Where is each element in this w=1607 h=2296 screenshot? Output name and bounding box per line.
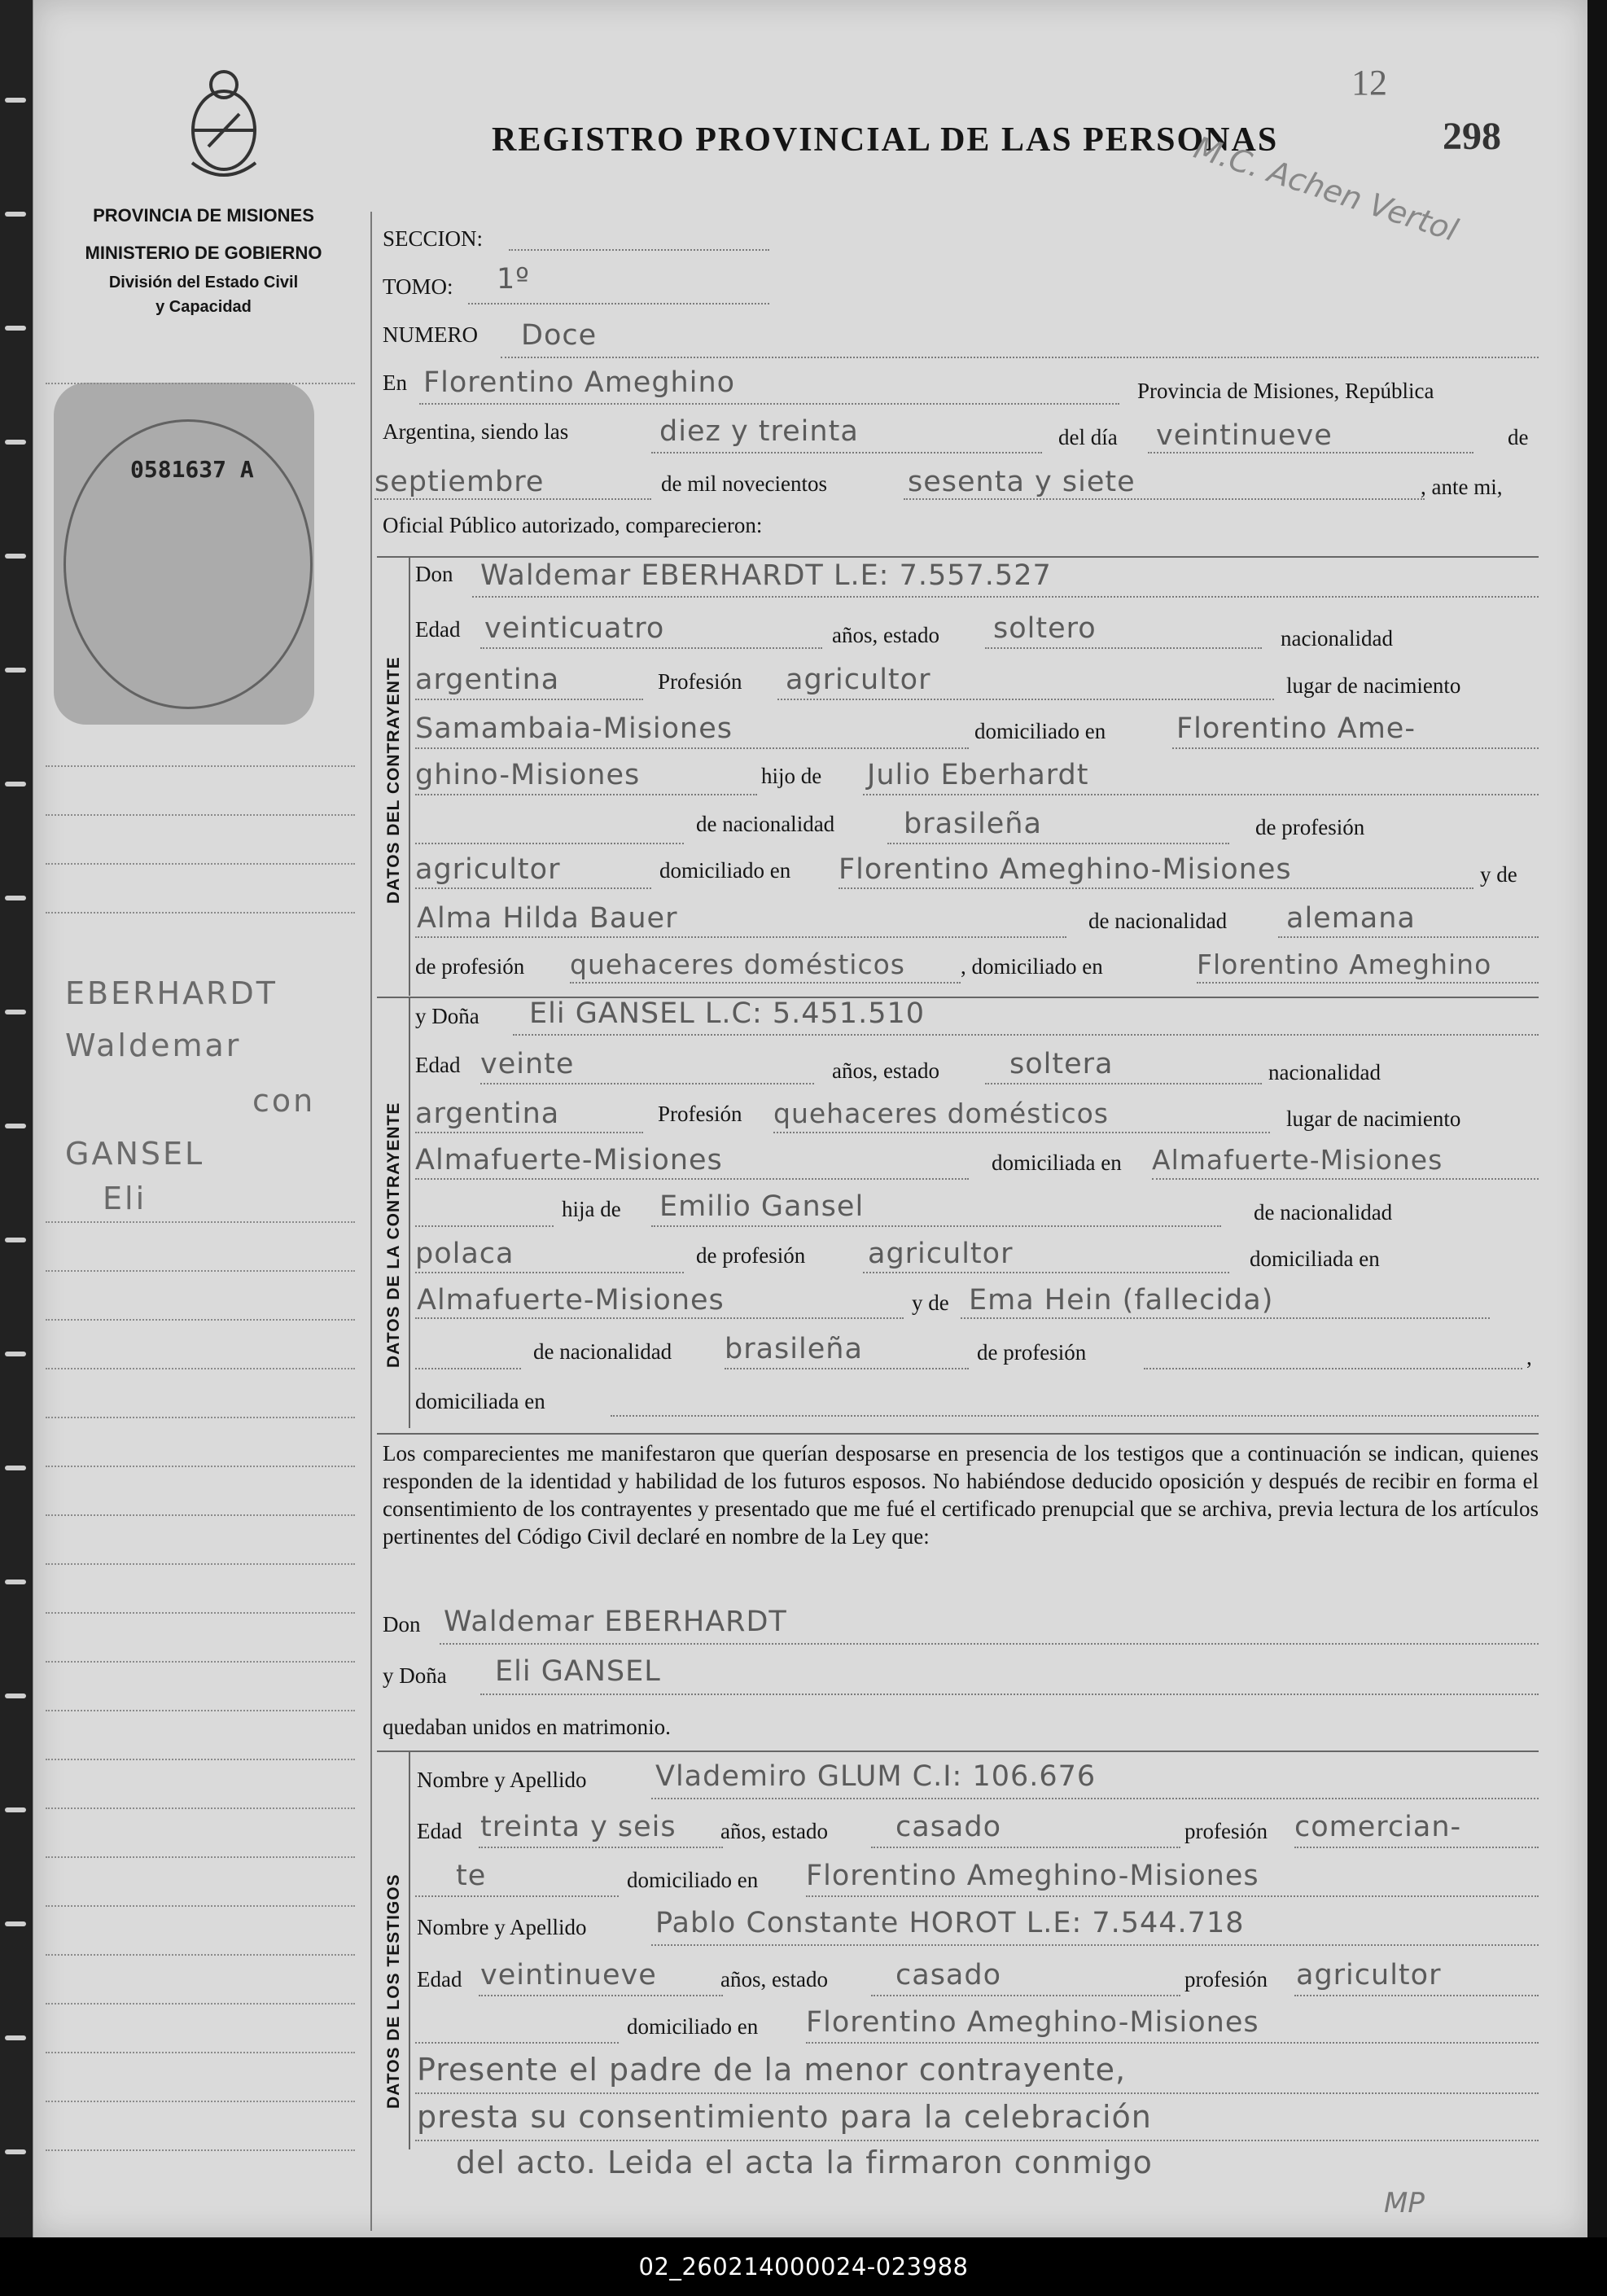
- field-line: [415, 1317, 904, 1319]
- unidos-text: quedaban unidos en matrimonio.: [383, 1715, 671, 1739]
- field-line: [415, 1272, 684, 1273]
- margin-rule: [46, 1856, 355, 1858]
- margin-name-bride: Eli: [103, 1181, 147, 1216]
- field-line: [725, 1368, 969, 1369]
- issuer-province: PROVINCIA DE MISIONES: [93, 205, 314, 226]
- hija-label: hija de: [562, 1197, 621, 1221]
- bride-name: Eli GANSEL L.C: 5.451.510: [529, 997, 925, 1030]
- margin-rule: [46, 1270, 355, 1272]
- madre-prof-label: de profesión: [415, 954, 525, 979]
- bride-mother-nationality: brasileña: [725, 1333, 863, 1365]
- field-line: [415, 1132, 643, 1133]
- field-line: [777, 699, 1274, 700]
- groom-age: veinticuatro: [484, 612, 665, 645]
- groom-father-profession: agricultor: [415, 853, 561, 886]
- groom-father-nationality: brasileña: [904, 808, 1042, 840]
- groom-mother-address: Florentino Ameghino: [1197, 949, 1492, 980]
- field-line: [513, 1034, 1539, 1036]
- witness1-status: casado: [895, 1811, 1002, 1843]
- margin-rule: [46, 814, 355, 816]
- madre-nac-label: de nacionalidad: [1088, 909, 1228, 933]
- estado-label-bride: años, estado: [832, 1058, 939, 1083]
- estado-label: años, estado: [832, 623, 939, 647]
- edad-label: Edad: [415, 617, 461, 642]
- field-line: [415, 843, 684, 844]
- lugar-value: Florentino Ameghino: [423, 366, 736, 399]
- witness2-name: Pablo Constante HOROT L.E: 7.544.718: [655, 1907, 1245, 1939]
- de-nac-label-bride: de nacionalidad: [1254, 1200, 1393, 1225]
- t2-prof-label: profesión: [1184, 1967, 1268, 1991]
- binding-edge: [0, 0, 33, 2237]
- witness1-profession-b: te: [456, 1860, 487, 1892]
- t2-estado-label: años, estado: [720, 1967, 828, 1991]
- stamp-number: 0581637 A: [130, 456, 254, 483]
- tomo-label: TOMO:: [383, 274, 453, 299]
- field-line: [1197, 982, 1539, 984]
- field-line: [570, 982, 961, 984]
- section-top-rule: [377, 1750, 1539, 1752]
- issuer-division: División del Estado Civil: [108, 274, 299, 291]
- margin-rule: [46, 1417, 355, 1418]
- margin-rule: [46, 1563, 355, 1565]
- margin-rule: [46, 1954, 355, 1956]
- bride-birthplace: Almafuerte-Misiones: [415, 1144, 723, 1176]
- field-line: [871, 1847, 1180, 1848]
- de-mil-label: de mil novecientos: [661, 471, 827, 496]
- section-top-rule: [377, 556, 1539, 558]
- field-line: [415, 794, 757, 795]
- margin-rule: [46, 765, 355, 767]
- field-line: [871, 1995, 1180, 1996]
- field-line: [415, 1368, 521, 1369]
- profesion-label-bride: Profesión: [658, 1102, 742, 1126]
- groom-profession: agricultor: [786, 664, 931, 696]
- witness2-profession: agricultor: [1296, 1959, 1442, 1991]
- numero-label: NUMERO: [383, 322, 479, 347]
- field-line: [985, 647, 1262, 649]
- witness2-status: casado: [895, 1959, 1002, 1991]
- margin-rule: [46, 1514, 355, 1516]
- field-line: [611, 1415, 1539, 1417]
- margin-rule: [46, 912, 355, 914]
- dia-value: veintinueve: [1156, 419, 1333, 452]
- profesion-label: Profesión: [658, 669, 742, 694]
- column-divider: [370, 212, 372, 2231]
- declaration-paragraph: Los comparecientes me manifestaron que querían desposarse en presencia de los testigos que a continuación se indican, quienes responden de la identidad y habilidad de los futuros esposos. No habiéndose deducido oposición y después de recibir en forma el consentimiento de los contrayentes y presentado que me fué el certificado prenupcial que se archiva, previa lectura de los artículos pertinentes del Código Civil declaré en nombre de la Ley que:: [383, 1441, 1539, 1549]
- field-line: [479, 1995, 723, 1996]
- decl-bride: Eli GANSEL: [495, 1655, 661, 1688]
- bride-status: soltera: [1009, 1048, 1114, 1080]
- numero-value: Doce: [521, 319, 598, 352]
- margin-rule: [46, 1807, 355, 1809]
- section-side-rule: [409, 556, 410, 996]
- t1-edad-label: Edad: [417, 1819, 462, 1843]
- sheet-number: 12: [1351, 63, 1387, 103]
- field-line: [1278, 936, 1539, 938]
- field-line: [419, 403, 1119, 405]
- section-side-rule: [409, 997, 410, 1428]
- field-line: [415, 2140, 1539, 2141]
- field-line: [440, 1643, 1539, 1645]
- margin-rule: [46, 1221, 355, 1223]
- domiciliada-label: domiciliada en: [992, 1150, 1122, 1175]
- groom-father: Julio Eberhardt: [867, 759, 1089, 791]
- field-line: [501, 357, 1539, 358]
- witness1-profession-a: comercian-: [1294, 1811, 1462, 1843]
- bride-mother: Ema Hein (fallecida): [969, 1284, 1274, 1317]
- t1-dom-label: domiciliado en: [627, 1868, 759, 1892]
- field-line: [1144, 1368, 1522, 1369]
- field-line: [651, 1798, 1539, 1799]
- margin-rule: [46, 1661, 355, 1663]
- note-line-2: presta su consentimiento para la celebración: [417, 2099, 1152, 2135]
- official-signature: M.C. Achen Vertol: [1189, 129, 1463, 249]
- de-prof-label: de profesión: [1255, 815, 1365, 839]
- margin-rule: [46, 2003, 355, 2005]
- margin-con: con: [252, 1083, 316, 1119]
- field-line: [415, 699, 643, 700]
- section-title-contrayenta: DATOS DE LA CONTRAYENTE: [384, 1102, 403, 1368]
- anio-value: sesenta y siete: [908, 466, 1136, 498]
- argentina-text: Argentina, siendo las: [383, 419, 569, 444]
- field-line: [773, 1132, 1270, 1133]
- t1-prof-label: profesión: [1184, 1819, 1268, 1843]
- bride-father-nationality: polaca: [415, 1238, 515, 1270]
- margin-name-groom: Waldemar: [65, 1028, 242, 1063]
- issuer-ministry: MINISTERIO DE GOBIERNO: [85, 243, 322, 263]
- nacionalidad-label-bride: nacionalidad: [1268, 1060, 1381, 1084]
- lugar-nac-label: lugar de nacimiento: [1286, 673, 1461, 698]
- hora-value: diez y treinta: [659, 415, 859, 448]
- margin-rule: [46, 1319, 355, 1321]
- groom-nationality: argentina: [415, 664, 560, 696]
- margin-rule: [46, 1710, 355, 1711]
- section-side-rule: [409, 1750, 410, 2149]
- edad-label-bride: Edad: [415, 1053, 461, 1077]
- lugar-nac-label-bride: lugar de nacimiento: [1286, 1106, 1461, 1131]
- bride-age: veinte: [480, 1048, 575, 1080]
- decl-groom: Waldemar EBERHARDT: [444, 1606, 787, 1638]
- decl-dona-label: y Doña: [383, 1663, 447, 1688]
- de-label: de: [1508, 425, 1529, 449]
- de-nac-label: de nacionalidad: [696, 812, 835, 836]
- witness1-address: Florentino Ameghino-Misiones: [806, 1860, 1259, 1892]
- field-line: [415, 747, 969, 749]
- field-line: [479, 1847, 723, 1848]
- field-line: [415, 2042, 619, 2044]
- bride-address: Almafuerte-Misiones: [1152, 1144, 1443, 1176]
- field-line: [472, 596, 1539, 598]
- field-line: [651, 1225, 1221, 1227]
- groom-mother-profession: quehaceres domésticos: [570, 949, 905, 980]
- t1-nombre-label: Nombre y Apellido: [417, 1768, 587, 1792]
- margin-rule: [46, 1905, 355, 1907]
- field-line: [480, 647, 822, 649]
- field-line: [839, 887, 1473, 889]
- field-line: [1172, 747, 1539, 749]
- margin-rule: [46, 1759, 355, 1760]
- nacionalidad-label: nacionalidad: [1281, 626, 1393, 651]
- groom-address-a: Florentino Ame-: [1176, 712, 1416, 745]
- note-line-3: del acto. Leida el acta la firmaron conmigo: [456, 2145, 1153, 2180]
- de-prof-label-bride: de profesión: [696, 1243, 806, 1268]
- witness2-age: veintinueve: [480, 1959, 657, 1991]
- margin-rule: [46, 1466, 355, 1467]
- margin-surname-groom: EBERHARDT: [65, 975, 278, 1011]
- field-line: [415, 1225, 554, 1227]
- field-line: [415, 936, 1066, 938]
- image-id-caption: 02_260214000024-023988: [0, 2237, 1607, 2296]
- groom-mother: Alma Hilda Bauer: [417, 902, 678, 935]
- madre-prof-label-bride: de profesión: [977, 1340, 1087, 1365]
- note-line-1: Presente el padre de la menor contrayente,: [417, 2052, 1127, 2088]
- groom-father-address: Florentino Ameghino-Misiones: [839, 853, 1292, 886]
- padre-dom-label: domiciliado en: [659, 858, 791, 883]
- bride-father: Emilio Gansel: [659, 1190, 865, 1223]
- groom-status: soltero: [993, 612, 1097, 645]
- t2-nombre-label: Nombre y Apellido: [417, 1915, 587, 1939]
- field-line: [1152, 1178, 1539, 1180]
- t2-dom-label: domiciliado en: [627, 2014, 759, 2039]
- field-line: [806, 2042, 1539, 2044]
- y-de-label-bride: y de: [912, 1290, 949, 1315]
- section-title-testigos: DATOS DE LOS TESTIGOS: [384, 1873, 403, 2109]
- margin-rule: [46, 2101, 355, 2102]
- tomo-value: 1º: [497, 263, 530, 296]
- domiciliado-label: domiciliado en: [974, 719, 1106, 743]
- t1-estado-label: años, estado: [720, 1819, 828, 1843]
- field-line: [415, 2092, 1539, 2094]
- don-label: Don: [415, 562, 453, 586]
- bottom-mark: MP: [1384, 2187, 1425, 2219]
- field-line: [985, 1083, 1262, 1084]
- field-line: [904, 498, 1425, 500]
- groom-address-b: ghino-Misiones: [415, 759, 641, 791]
- book-edge: [1587, 0, 1607, 2237]
- section-title-contrayente: DATOS DEL CONTRAYENTE: [384, 656, 403, 904]
- field-line: [415, 1895, 619, 1897]
- oficial-text: Oficial Público autorizado, comparecieron:: [383, 513, 763, 537]
- field-line: [480, 1694, 1539, 1695]
- margin-rule: [46, 863, 355, 865]
- en-label: En: [383, 370, 407, 395]
- field-line: [468, 303, 769, 305]
- margin-rule: [46, 1368, 355, 1369]
- decl-don-label: Don: [383, 1612, 421, 1637]
- dona-label: y Doña: [415, 1004, 479, 1028]
- field-line: [415, 887, 651, 889]
- field-line: [863, 794, 1539, 795]
- bride-father-profession: agricultor: [868, 1238, 1014, 1270]
- bride-nationality: argentina: [415, 1098, 560, 1130]
- bride-profession: quehaceres domésticos: [773, 1098, 1109, 1129]
- field-line: [1148, 452, 1473, 454]
- witness1-name: Vlademiro GLUM C.I: 106.676: [655, 1760, 1097, 1793]
- margin-rule: [46, 383, 355, 384]
- witness2-address: Florentino Ameghino-Misiones: [806, 2006, 1259, 2039]
- madre-dom-label: , domiciliado en: [961, 954, 1103, 979]
- mes-value: septiembre: [374, 466, 545, 498]
- seccion-label: SECCION:: [383, 226, 484, 251]
- coat-of-arms-icon: [176, 65, 272, 187]
- hijo-label: hijo de: [761, 764, 822, 788]
- field-line: [480, 1083, 814, 1084]
- field-line: [509, 249, 769, 251]
- margin-rule: [46, 2149, 355, 2151]
- margin-rule: [46, 2052, 355, 2053]
- field-line: [887, 843, 1229, 844]
- issuer-capacidad: y Capacidad: [155, 298, 252, 316]
- groom-birthplace: Samambaia-Misiones: [415, 712, 733, 745]
- groom-mother-nationality: alemana: [1286, 902, 1416, 935]
- field-line: [651, 1944, 1539, 1946]
- margin-rule: [46, 1612, 355, 1614]
- field-line: [1294, 1995, 1539, 1996]
- comma: ,: [1526, 1345, 1532, 1369]
- t2-edad-label: Edad: [417, 1967, 462, 1991]
- field-line: [651, 452, 1042, 454]
- ante-mi-text: , ante mi,: [1421, 475, 1503, 499]
- bride-father-address: Almafuerte-Misiones: [417, 1284, 725, 1317]
- madre-dom-label-bride: domiciliada en: [415, 1389, 545, 1413]
- witness1-age: treinta y seis: [480, 1811, 677, 1843]
- field-line: [1294, 1847, 1539, 1848]
- field-line: [806, 1895, 1539, 1897]
- del-dia-label: del día: [1058, 425, 1118, 449]
- provincia-text: Provincia de Misiones, República: [1137, 379, 1434, 403]
- y-de-label: y de: [1480, 862, 1517, 887]
- padre-dom-label-bride: domiciliada en: [1250, 1247, 1380, 1271]
- page-number-stamp: 298: [1443, 115, 1501, 158]
- madre-nac-label-bride: de nacionalidad: [533, 1339, 672, 1364]
- section-top-rule: [377, 1433, 1539, 1435]
- field-line: [863, 1272, 1229, 1273]
- groom-name: Waldemar EBERHARDT L.E: 7.557.527: [480, 559, 1052, 592]
- margin-surname-bride: GANSEL: [65, 1136, 205, 1172]
- register-title: REGISTRO PROVINCIAL DE LAS PERSONAS: [492, 121, 1279, 159]
- field-line: [415, 1178, 969, 1180]
- field-line: [374, 498, 651, 500]
- field-line: [961, 1317, 1490, 1319]
